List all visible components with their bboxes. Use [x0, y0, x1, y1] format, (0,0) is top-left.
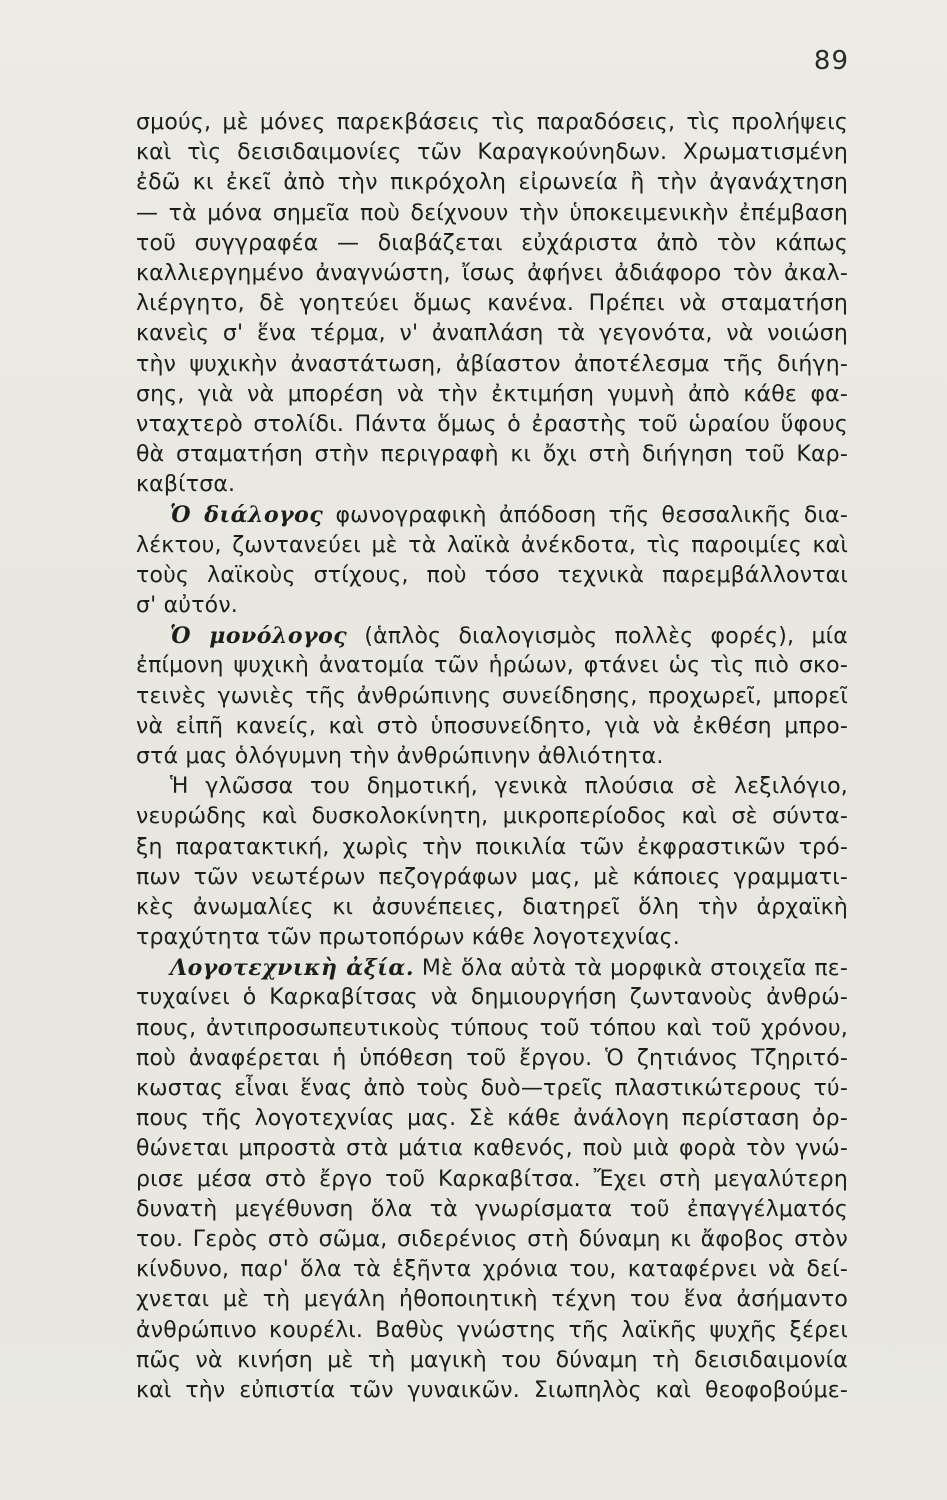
- text-line: [136, 742, 848, 772]
- line-text: τοὺς λαϊκοὺς στίχους, ποὺ τόσο τεχνικὰ παρεμβάλλονται: [136, 562, 848, 588]
- line-text: τὴν ψυχικὴν ἀναστάτωση, ἀβίαστον ἀποτέλεσμα τῆς διήγη-: [136, 351, 848, 377]
- line-text: του. Γερὸς στὸ σῶμα, σιδερένιος στὴ δύναμη κι ἄφοβος στὸν: [136, 1226, 848, 1252]
- text-line: [136, 1134, 848, 1164]
- text-line: [136, 410, 848, 440]
- text-line: [136, 1074, 848, 1104]
- text-line: [136, 923, 848, 953]
- text-line: [136, 712, 848, 742]
- section-heading: Ὁ μονόλογος: [170, 623, 348, 650]
- line-text: τοῦ συγγραφέα — διαβάζεται εὐχάριστα ἀπὸ τὸν κάπως: [136, 230, 848, 256]
- text-line: [136, 350, 848, 380]
- text-line: [136, 1225, 848, 1255]
- line-text: ξη παρατακτική, χωρὶς τὴν ποικιλία τῶν ἐκφραστικῶν τρό-: [136, 834, 848, 860]
- text-line: [136, 953, 848, 983]
- line-text: (ἁπλὸς διαλογισμὸς πολλὲς φορές), μία: [347, 624, 848, 650]
- text-line: [136, 1376, 848, 1406]
- body-text: [136, 108, 848, 1406]
- line-text: πων τῶν νεωτέρων πεζογράφων μας, μὲ κάποιες γραμματι-: [136, 864, 848, 890]
- text-line: [136, 380, 848, 410]
- line-text: χνεται μὲ τὴ μεγάλη ἠθοποιητικὴ τέχνη του ἕνα ἀσήμαντο: [136, 1287, 848, 1313]
- text-line: [136, 1104, 848, 1134]
- line-text: ρισε μέσα στὸ ἔργο τοῦ Καρκαβίτσα. Ἔχει στὴ μεγαλύτερη: [136, 1166, 848, 1192]
- text-line: [136, 1014, 848, 1044]
- text-line: [136, 168, 848, 198]
- text-line: [136, 983, 848, 1013]
- text-line: [136, 500, 848, 530]
- text-line: [136, 319, 848, 349]
- text-line: [136, 1255, 848, 1285]
- line-text: νταχτερὸ στολίδι. Πάντα ὅμως ὁ ἐραστὴς τοῦ ὡραίου ὕφους: [136, 411, 848, 437]
- line-text: νευρώδης καὶ δυσκολοκίνητη, μικροπερίοδος καὶ σὲ σύντα-: [136, 804, 848, 830]
- line-text: ποὺ ἀναφέρεται ἡ ὑπόθεση τοῦ ἔργου. Ὁ ζητιάνος Τζηριτό-: [136, 1045, 848, 1071]
- text-line: [136, 1285, 848, 1315]
- line-text: λιέργητο, δὲ γοητεύει ὅμως κανένα. Πρέπει νὰ σταματήση: [136, 291, 848, 317]
- line-text: λέκτου, ζωντανεύει μὲ τὰ λαϊκὰ ἀνέκδοτα, τὶς παροιμίες καὶ: [136, 532, 848, 558]
- text-line: [136, 199, 848, 229]
- line-text: καλλιεργημένο ἀναγνώστη, ἴσως ἀφήνει ἀδιάφορο τὸν ἀκαλ-: [136, 260, 848, 286]
- line-text: σ' αὐτόν.: [136, 593, 239, 618]
- line-text: πῶς νὰ κινήση μὲ τὴ μαγικὴ του δύναμη τὴ δεισιδαιμονία: [136, 1347, 848, 1373]
- text-line: [136, 833, 848, 863]
- text-line: [136, 591, 848, 621]
- page-number: 89: [813, 46, 849, 76]
- text-line: [136, 259, 848, 289]
- line-text: δυνατὴ μεγέθυνση ὅλα τὰ γνωρίσματα τοῦ ἐπαγγέλματός: [136, 1196, 848, 1222]
- line-text: θώνεται μπροστὰ στὰ μάτια καθενός, ποὺ μιὰ φορὰ τὸν γνώ-: [136, 1136, 848, 1162]
- text-line: [136, 682, 848, 712]
- line-text: νὰ εἰπῆ κανείς, καὶ στὸ ὑποσυνείδητο, γιὰ νὰ ἐκθέση μπρο-: [136, 713, 848, 739]
- line-text: καβίτσα.: [136, 472, 236, 498]
- line-text: στά μας ὁλόγυμνη τὴν ἀνθρώπινην ἀθλιότητα.: [136, 743, 664, 769]
- line-text: Μὲ ὅλα αὐτὰ τὰ μορφικὰ στοιχεῖα πε-: [414, 956, 848, 982]
- text-line: [136, 108, 848, 138]
- text-line: [136, 440, 848, 470]
- line-text: τεινὲς γωνιὲς τῆς ἀνθρώπινης συνείδησης, προχωρεῖ, μπορεῖ: [136, 683, 848, 709]
- text-line: [136, 289, 848, 319]
- line-text: φωνογραφικὴ ἀπόδοση τῆς θεσσαλικῆς δια-: [323, 503, 848, 529]
- line-text: Ἡ γλῶσσα του δημοτική, γενικὰ πλούσια σὲ λεξιλόγιο,: [170, 774, 848, 800]
- section-heading: Ὁ διάλογος: [170, 502, 324, 529]
- text-line: [136, 651, 848, 681]
- text-line: [136, 1316, 848, 1346]
- line-text: ἐπίμονη ψυχικὴ ἀνατομία τῶν ἡρώων, φτάνει ὡς τὶς πιὸ σκο-: [136, 653, 848, 679]
- text-line: [136, 802, 848, 832]
- line-text: — τὰ μόνα σημεῖα ποὺ δείχνουν τὴν ὑποκειμενικὴν ἐπέμβαση: [136, 200, 848, 226]
- text-line: [136, 893, 848, 923]
- line-text: κωστας εἶναι ἕνας ἀπὸ τοὺς δυὸ—τρεῖς πλαστικώτερους τύ-: [136, 1076, 848, 1101]
- line-text: κὲς ἀνωμαλίες κι ἀσυνέπειες, διατηρεῖ ὅλη τὴν ἀρχαϊκὴ: [136, 894, 848, 920]
- text-line: [136, 863, 848, 893]
- line-text: ἐδῶ κι ἐκεῖ ἀπὸ τὴν πικρόχολη εἰρωνεία ἢ τὴν ἀγανάχτηση: [136, 170, 848, 196]
- line-text: κανεὶς σ' ἕνα τέρμα, ν' ἀναπλάση τὰ γεγονότα, νὰ νοιώση: [136, 321, 848, 347]
- text-line: [136, 561, 848, 591]
- line-text: κίνδυνο, παρ' ὅλα τὰ ἑξῆντα χρόνια του, καταφέρνει νὰ δεί-: [136, 1257, 848, 1283]
- line-text: πους τῆς λογοτεχνίας μας. Σὲ κάθε ἀνάλογη περίσταση ὀρ-: [136, 1106, 848, 1132]
- text-line: [136, 229, 848, 259]
- section-heading: Λογοτεχνικὴ ἀξία.: [170, 955, 415, 982]
- text-line: [136, 1346, 848, 1376]
- line-text: σης, γιὰ νὰ μπορέση νὰ τὴν ἐκτιμήση γυμνὴ ἀπὸ κάθε φα-: [136, 381, 848, 407]
- line-text: σμούς, μὲ μόνες παρεκβάσεις τὶς παραδόσεις, τὶς προλήψεις: [136, 110, 848, 135]
- line-text: θὰ σταματήση στὴν περιγραφὴ κι ὄχι στὴ διήγηση τοῦ Καρ-: [136, 442, 848, 468]
- text-line: [136, 621, 848, 651]
- text-line: [136, 1165, 848, 1195]
- line-text: τυχαίνει ὁ Καρκαβίτσας νὰ δημιουργήση ζωντανοὺς ἀνθρώ-: [136, 985, 848, 1011]
- line-text: πους, ἀντιπροσωπευτικοὺς τύπους τοῦ τόπου καὶ τοῦ χρόνου,: [136, 1015, 848, 1041]
- text-line: [136, 1044, 848, 1074]
- text-line: [136, 1195, 848, 1225]
- text-line: [136, 772, 848, 802]
- line-text: καὶ τὶς δεισιδαιμονίες τῶν Καραγκούνηδων. Χρωματισμένη: [136, 140, 848, 166]
- line-text: τραχύτητα τῶν πρωτοπόρων κάθε λογοτεχνίας.: [136, 925, 680, 951]
- text-line: [136, 138, 848, 168]
- text-line: [136, 531, 848, 561]
- line-text: καὶ τὴν εὐπιστία τῶν γυναικῶν. Σιωπηλὸς καὶ θεοφοβούμε-: [136, 1377, 848, 1403]
- line-text: ἀνθρώπινο κουρέλι. Βαθὺς γνώστης τῆς λαϊκῆς ψυχῆς ξέρει: [136, 1317, 848, 1343]
- text-line: [136, 470, 848, 500]
